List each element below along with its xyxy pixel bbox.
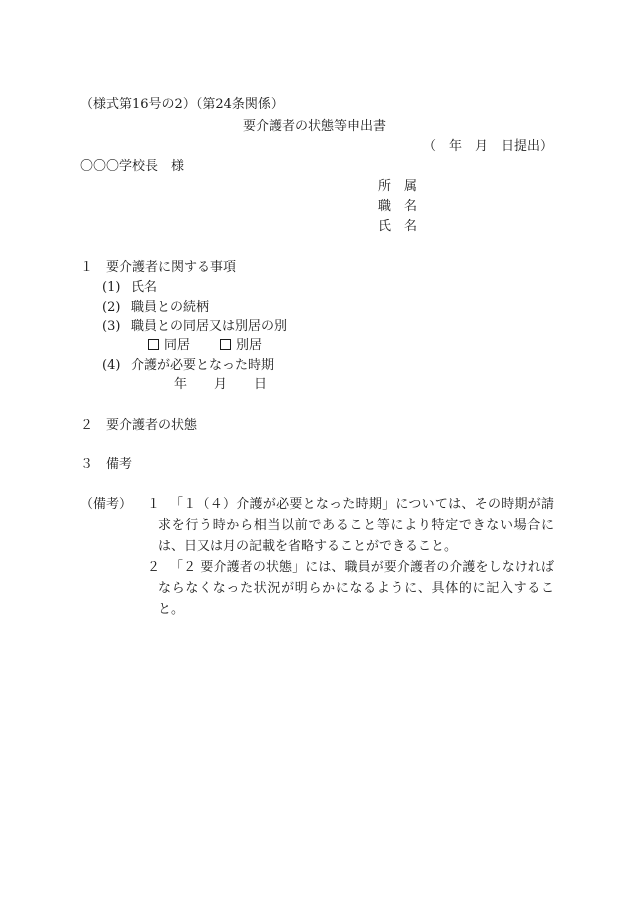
note-2-number: ２ (147, 560, 161, 575)
item-2-number: (2) (102, 300, 121, 315)
note-2-text: 「２ 要介護者の状態」には、職員が要介護者の介護をしなければならなくなった状況が明らかになるように、具体的に記入すること。 (158, 560, 554, 617)
addressee: 〇〇〇学校長 様 (80, 159, 185, 174)
submission-date-line: （ 年 月 日提出） (423, 139, 554, 154)
item-1-number: (1) (102, 280, 121, 295)
name-label: 氏 名 (378, 219, 418, 234)
cohabit-option[interactable] (148, 339, 190, 352)
notes-label: （備考） (80, 497, 133, 512)
item-3-label: 職員との同居又は別居の別 (131, 319, 288, 334)
date-month-label: 月 (214, 377, 228, 392)
date-year-label: 年 (174, 377, 188, 392)
date-day-label: 日 (254, 377, 268, 392)
separate-option[interactable] (220, 339, 262, 352)
separate-label: 別居 (236, 338, 263, 353)
cohabit-checkbox[interactable] (148, 339, 159, 350)
item-1-label: 氏名 (131, 280, 158, 295)
note-1-number: １ (147, 497, 161, 512)
section-2-heading: ２ 要介護者の状態 (80, 418, 198, 433)
document-title: 要介護者の状態等申出書 (243, 119, 387, 134)
separate-checkbox[interactable] (220, 339, 231, 350)
section-3-heading: ３ 備考 (80, 457, 133, 472)
item-4-number: (4) (102, 358, 121, 373)
note-1-text: 「１（４）介護が必要となった時期」については、その時期が請求を行う時から相当以前であること等により特定できない場合には、日又は月の記載を省略することができること。 (158, 497, 554, 554)
department-label: 所 属 (378, 179, 418, 194)
item-4-label: 介護が必要となった時期 (131, 358, 275, 373)
item-2-label: 職員との続柄 (131, 300, 210, 315)
section-1-heading: １ 要介護者に関する事項 (80, 260, 237, 275)
position-label: 職 名 (378, 199, 418, 214)
cohabit-label: 同居 (164, 338, 191, 353)
form-number: （様式第16号の2）（第24条関係） (80, 97, 284, 112)
item-3-number: (3) (102, 319, 121, 334)
